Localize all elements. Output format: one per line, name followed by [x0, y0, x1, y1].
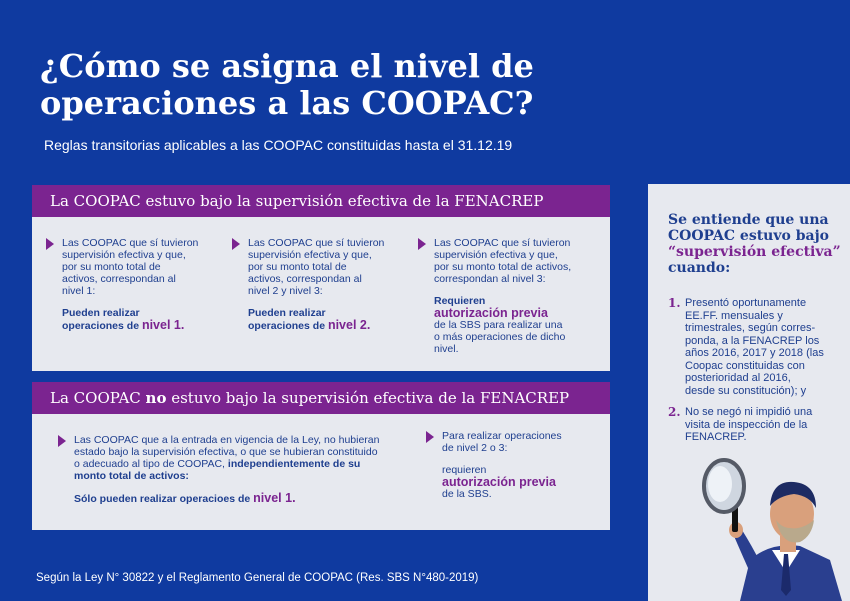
bullet-arrow-icon: [426, 431, 434, 443]
authorization-column: [442, 430, 602, 500]
definition-heading: [668, 212, 843, 276]
item-line: desde su constitución); y: [685, 384, 807, 397]
item-number: 2.: [668, 405, 681, 419]
col-text: requieren: [442, 464, 487, 476]
col-text: activos, correspondan al: [62, 273, 176, 285]
heading-part: estuvo bajo la supervisión efectiva de la FENACREP: [166, 389, 570, 407]
page-title: [40, 48, 600, 122]
col-text: Las COOPAC que a la entrada en vigencia de la Ley, no hubieran: [74, 434, 380, 446]
title-line-2: operaciones a las COOPAC?: [40, 84, 534, 122]
definition-item-1: [668, 297, 848, 407]
item-number: 1.: [668, 296, 681, 310]
col-text: supervisión efectiva y que,: [434, 249, 558, 261]
item-line: ponda, a la FENACREP los: [685, 334, 820, 347]
col-text: supervisión efectiva y que,: [62, 249, 186, 261]
page-subtitle: Reglas transitorias aplicables a las COOPAC constituidas hasta el 31.12.19: [44, 137, 513, 153]
col-text: por su monto total de: [248, 261, 347, 273]
col-text: de la SBS.: [442, 488, 492, 500]
footer-note: Según la Ley N° 30822 y el Reglamento General de COOPAC (Res. SBS N°480-2019): [36, 572, 479, 584]
item-line: EE.FF. mensuales y: [685, 309, 783, 322]
col-text: nivel.: [434, 343, 459, 355]
col-text: Las COOPAC que sí tuvieron: [248, 237, 385, 249]
level-label: nivel 1.: [253, 491, 296, 505]
col-text: Para realizar operaciones: [442, 430, 562, 442]
col-strong: Requieren: [434, 295, 486, 307]
level-label: nivel 1.: [141, 318, 185, 332]
col-text: por su monto total de: [62, 261, 161, 273]
authorization-highlight: autorización previa: [434, 306, 548, 320]
bullet-arrow-icon: [232, 238, 240, 250]
col-strong: Pueden realizar: [62, 307, 140, 319]
item-line: Coopac constituidas con: [685, 359, 805, 372]
col-text: nivel 1:: [62, 285, 96, 297]
heading-line: cuando:: [668, 260, 731, 276]
bullet-arrow-icon: [418, 238, 426, 250]
item-line: Presentó oportunamente: [685, 297, 807, 309]
col-text: correspondan al nivel 3:: [434, 273, 546, 285]
panel-not-supervised-heading: [32, 382, 610, 414]
heading-line: COOPAC estuvo bajo: [668, 228, 829, 244]
col-strong: independientemente de su: [227, 458, 361, 470]
col-strong: monto total de activos:: [74, 470, 189, 482]
heading-line: Se entiende que una: [668, 212, 829, 228]
supervised-level2-column: [248, 237, 418, 332]
col-strong: operaciones de: [62, 320, 142, 332]
col-strong: operaciones de: [248, 320, 328, 332]
heading-highlight: “supervisión efectiva”: [668, 244, 841, 260]
heading-part: La COOPAC: [50, 389, 146, 407]
col-text: activos, correspondan al: [248, 273, 362, 285]
title-line-1: ¿Cómo se asigna el nivel de: [40, 47, 534, 85]
item-line: años 2016, 2017 y 2018 (las: [685, 347, 824, 359]
col-strong: Pueden realizar: [248, 307, 326, 319]
authorization-highlight: autorización previa: [442, 475, 556, 489]
heading-no: no: [145, 389, 167, 407]
item-line: visita de inspección de la: [685, 418, 808, 431]
col-text: supervisión efectiva y que,: [248, 249, 372, 261]
panel-not-supervised: [32, 382, 610, 530]
inspector-illustration: [690, 450, 850, 601]
col-text: nivel 2 y nivel 3:: [248, 285, 323, 297]
supervised-level1-column: [62, 237, 232, 332]
col-text: de la SBS para realizar una: [434, 319, 563, 331]
supervised-level3-column: [434, 237, 604, 355]
level-label: nivel 2.: [327, 318, 371, 332]
bullet-arrow-icon: [46, 238, 54, 250]
item-line: trimestrales, según corres-: [685, 322, 816, 334]
item-line: No se negó ni impidió una: [685, 406, 813, 418]
panel-supervised-heading: La COOPAC estuvo bajo la supervisión efectiva de la FENACREP: [32, 185, 610, 217]
col-strong: Sólo pueden realizar operacioes de: [74, 493, 254, 505]
col-text: por su monto total de activos,: [434, 261, 572, 273]
not-supervised-column: [74, 434, 414, 505]
col-text: de nivel 2 o 3:: [442, 442, 508, 454]
col-text: estado bajo la supervisión efectiva, o que se hubieran constituido: [74, 446, 378, 458]
col-text: Las COOPAC que sí tuvieron: [62, 237, 199, 249]
definition-item-2: [668, 406, 848, 451]
col-text: o más operaciones de dicho: [434, 331, 566, 343]
item-line: FENACREP.: [685, 431, 747, 443]
item-line: posterioridad al 2016,: [685, 372, 791, 384]
col-text: o adecuado al tipo de COOPAC,: [74, 458, 228, 470]
panel-supervised: [32, 185, 610, 371]
col-text: Las COOPAC que sí tuvieron: [434, 237, 571, 249]
bullet-arrow-icon: [58, 435, 66, 447]
